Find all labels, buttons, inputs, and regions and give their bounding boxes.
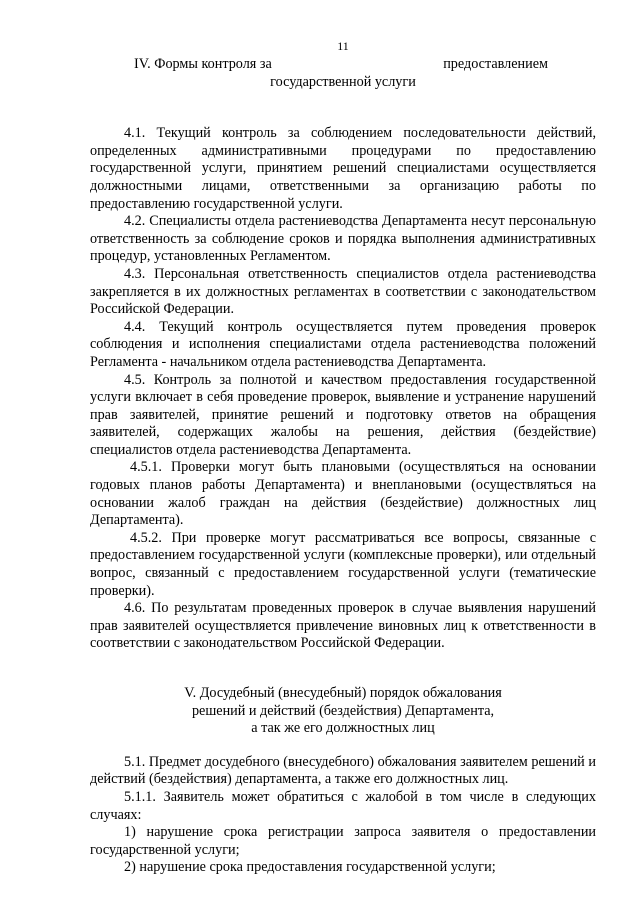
section-5-heading-line-1: V. Досудебный (внесудебный) порядок обжалования xyxy=(184,685,502,701)
list-item-2: 2) нарушение срока предоставления государственной услуги; xyxy=(124,859,496,876)
paragraph-4-5-2: 4.5.2. При проверке могут рассматриваться все вопросы, связанные с предоставлением государственной услуги (комплексные проверки), или отдельный вопрос, связанный с предоставлением государственной услуги (тематические проверки). xyxy=(90,529,596,599)
page-number: 11 xyxy=(337,39,349,53)
paragraph-4-4: 4.4. Текущий контроль осуществляется путем проведения проверок соблюдения и исполнения специалистами отдела растениеводства положений Регламента - начальником отдела растениеводства Департамента. xyxy=(90,318,596,370)
paragraph-4-2: 4.2. Специалисты отдела растениеводства Департамента несут персональную ответственность за соблюдение сроков и порядка выполнения административных процедур, установленных Регламентом. xyxy=(90,213,596,265)
paragraph-4-1: 4.1. Текущий контроль за соблюдением последовательности действий, определенных административными процедурами по предоставлению государственной услуги, принятием решений специалистами осуществляется должностными лицами, ответственными за организацию работы по предоставлению государственной услуги. xyxy=(90,125,596,212)
list-item-1: 1) нарушение срока регистрации запроса заявителя о предоставлении государственной услуги; xyxy=(90,824,596,858)
section-4-heading-line-2: государственной услуги xyxy=(270,73,416,90)
paragraph-5-1-1: 5.1.1. Заявитель может обратиться с жалобой в том числе в следующих случаях: xyxy=(90,788,596,823)
section-4-heading-line-1 xyxy=(90,56,596,74)
section-4-heading-part-2: предоставлением xyxy=(443,56,548,72)
section-4-body xyxy=(90,125,596,653)
section-5-body xyxy=(90,754,596,877)
section-5-heading-line-3: а так же его должностных лиц xyxy=(251,720,435,737)
section-5-heading xyxy=(90,685,596,738)
section-4-heading-part-1: IV. Формы контроля за xyxy=(134,56,272,72)
paragraph-4-5: 4.5. Контроль за полнотой и качеством предоставления государственной услуги включает в себя проведение проверок, выявление и устранение нарушений прав заявителей, принятие решений и подготовку ответов на обращения заявителей, содержащих жалобы на решения, действия (бездействие) специалистов отдела растениеводства Департамента. xyxy=(90,371,596,458)
paragraph-4-6: 4.6. По результатам проведенных проверок в случае выявления нарушений прав заявителей осуществляется привлечение виновных лиц к ответственности в соответствии с законодательством Российской Федерации. xyxy=(90,600,596,652)
paragraph-4-5-1: 4.5.1. Проверки могут быть плановыми (осуществляться на основании годовых планов работы Департамента) и внеплановыми (осуществляться на основании жалоб граждан на действия (бездействие) должностных лиц Департамента). xyxy=(90,459,596,529)
paragraph-4-3: 4.3. Персональная ответственность специалистов отдела растениеводства закрепляется в их должностных регламентах в соответствии с законодательством Российской Федерации. xyxy=(90,265,596,318)
section-4-heading xyxy=(90,56,596,91)
section-5-heading-line-2: решений и действий (бездействия) Департамента, xyxy=(191,702,495,719)
paragraph-5-1: 5.1. Предмет досудебного (внесудебного) обжалования заявителем решений и действий (бездействия) департамента, а также его должностных лиц. xyxy=(90,753,596,788)
